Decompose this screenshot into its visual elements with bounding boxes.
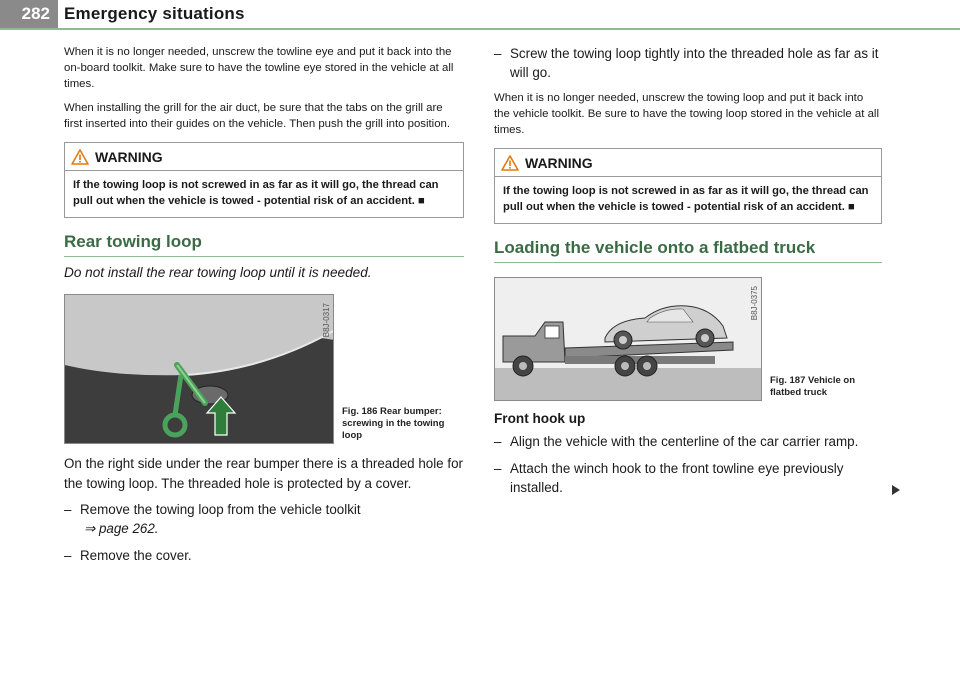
- warning-text: If the towing loop is not screwed in as far as it will go, the thread can pull out when the vehicle is towed - potential risk of an accident. ■: [73, 179, 439, 207]
- figure-code: B8J-0375: [750, 286, 759, 321]
- subheading-front-hook-up: Front hook up: [494, 411, 586, 426]
- warning-title: WARNING: [525, 155, 593, 171]
- warning-triangle-icon: [501, 155, 519, 171]
- figure-caption: Fig. 186 Rear bumper: screwing in the towing loop: [342, 406, 445, 441]
- warning-header: [65, 143, 463, 171]
- paragraph-towing-loop-storage: When it is no longer needed, unscrew the towing loop and put it back into the vehicle toolkit. Be sure to have the towing loop stored in the vehicle at all times.: [494, 92, 879, 136]
- step-text: Remove the cover.: [80, 548, 192, 563]
- paragraph-towline-storage: When it is no longer needed, unscrew the towline eye and put it back into the on-board toolkit. Make sure to have the towline eye stored in the vehicle at all times.: [64, 46, 454, 90]
- step-text: Remove the towing loop from the vehicle toolkit: [80, 502, 361, 517]
- paragraph-threaded-hole: On the right side under the rear bumper there is a threaded hole for the towing loop. The threaded hole is protected by a cover.: [64, 456, 463, 491]
- steps-list-left: [64, 500, 464, 565]
- subheading-rear-towing-loop: Rear towing loop: [64, 232, 464, 257]
- intro-text: Do not install the rear towing loop until it is needed.: [64, 265, 372, 280]
- step-item: – Align the vehicle with the centerline of the car carrier ramp.: [494, 432, 882, 451]
- figure-186: [64, 294, 464, 444]
- warning-box: [64, 142, 464, 218]
- left-column: [64, 44, 464, 573]
- steps-list-right: [494, 432, 882, 497]
- step-item: [64, 500, 464, 538]
- figure-code: B8J-0317: [322, 303, 331, 338]
- warning-box: [494, 148, 882, 224]
- continue-arrow-icon: [892, 485, 900, 495]
- flatbed-truck-illustration: [495, 278, 762, 401]
- step-item: – Screw the towing loop tightly into the threaded hole as far as it will go.: [494, 44, 882, 82]
- right-column: [494, 44, 882, 505]
- figure-flatbed-truck: [494, 277, 762, 401]
- figure-187: [494, 277, 882, 401]
- paragraph-grill-install: When installing the grill for the air duct, be sure that the tabs on the grill are first inserted into their guides on the vehicle. Then push the grill into position.: [64, 102, 451, 130]
- figure-caption: Fig. 187 Vehicle on flatbed truck: [770, 375, 856, 398]
- step-item: [64, 546, 464, 565]
- steps-list-top: [494, 44, 882, 82]
- warning-header: [495, 149, 881, 177]
- figure-rear-bumper: [64, 294, 334, 444]
- page-reference-link[interactable]: ⇒ page 262.: [84, 521, 159, 536]
- rear-bumper-illustration: [65, 295, 334, 444]
- warning-text: If the towing loop is not screwed in as far as it will go, the thread can pull out when the vehicle is towed - potential risk of an accident. ■: [503, 185, 869, 213]
- warning-title: WARNING: [95, 149, 163, 165]
- section-title: Emergency situations: [64, 4, 245, 23]
- warning-triangle-icon: [71, 149, 89, 165]
- subheading-flatbed-loading: Loading the vehicle onto a flatbed truck: [494, 238, 882, 263]
- step-item: – Attach the winch hook to the front towline eye previously installed.: [494, 459, 882, 497]
- header-rule: [0, 28, 960, 30]
- page-number: 282: [0, 0, 58, 28]
